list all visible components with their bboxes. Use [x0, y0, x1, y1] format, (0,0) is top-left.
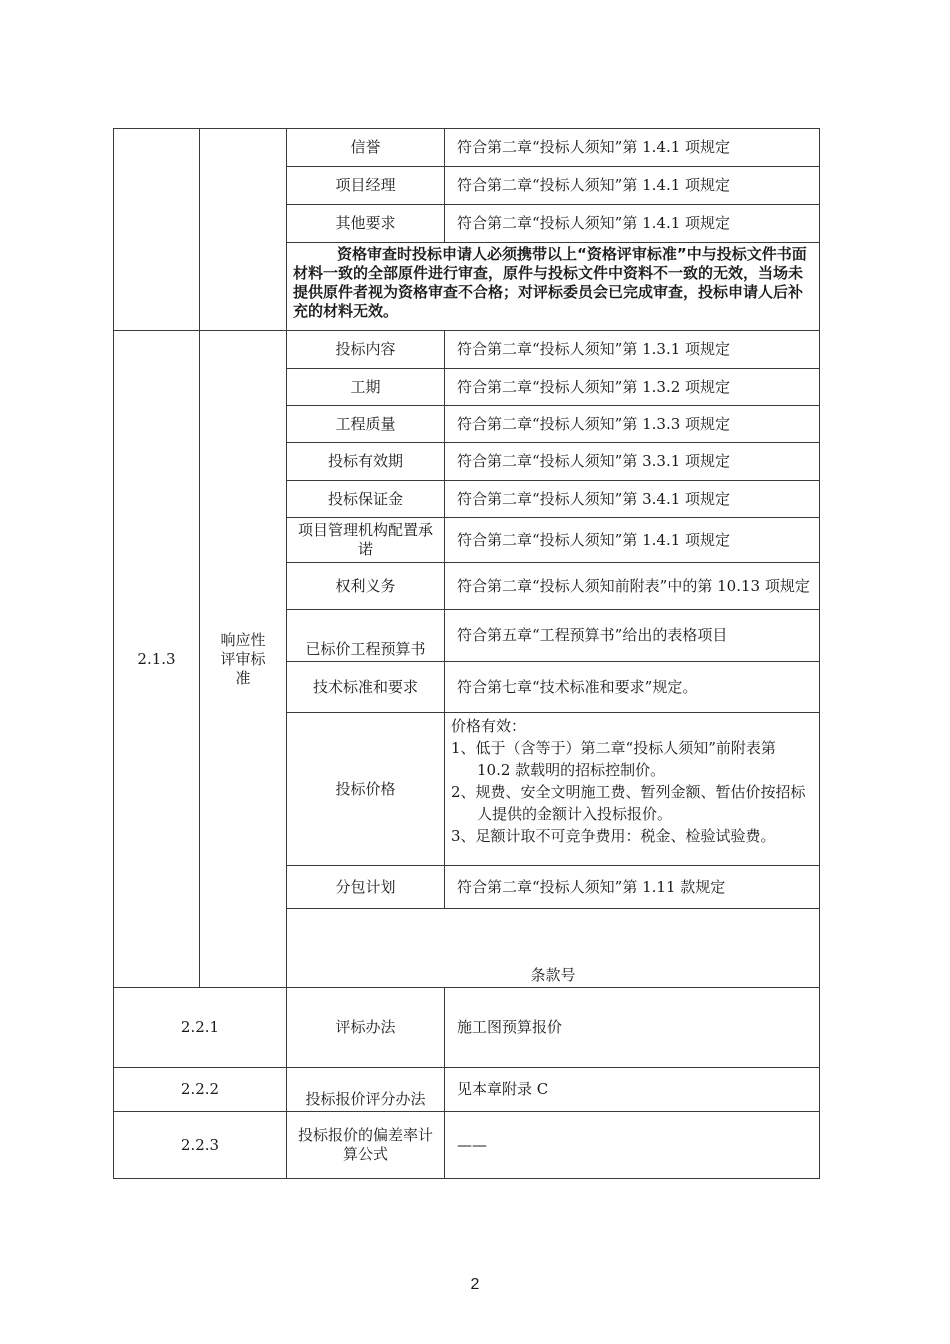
price-line: 1、低于（含等于）第二章“投标人须知”前附表第 10.2 款载明的招标控制价。: [451, 739, 776, 779]
clause-no-cell: [114, 129, 200, 331]
clause-content-cell: 评标办法: [287, 988, 445, 1068]
header-clause-no: 条款号: [287, 909, 820, 988]
item-cell: 分包计划: [287, 866, 445, 909]
standard-cell: 符合第五章“工程预算书”给出的表格项目: [445, 610, 820, 662]
table-row: [114, 331, 820, 369]
item-cell: 项目经理: [287, 167, 445, 205]
item-cell: 投标价格: [287, 713, 445, 866]
price-line: 2、规费、安全文明施工费、暂列金额、暂估价按招标人提供的金额计入投标报价。: [451, 783, 806, 823]
standard-cell: 符合第二章“投标人须知”第 3.4.1 项规定: [445, 481, 820, 518]
item-cell: 工期: [287, 369, 445, 406]
standard-cell: 符合第二章“投标人须知”第 1.4.1 项规定: [445, 129, 820, 167]
item-cell: 信誉: [287, 129, 445, 167]
standard-cell: 符合第七章“技术标准和要求”规定。: [445, 662, 820, 713]
table-row: [114, 1068, 820, 1112]
clause-no-cell: 2.2.3: [114, 1112, 287, 1179]
qualification-note-text: 资格审查时投标申请人必须携带以上“资格评审标准”中与投标文件书面材料一致的全部原件进行审查，原件与投标文件中资料不一致的无效，当场未提供原件者视为资格审查不合格；对评标委员会已完成审查，投标申请人后补充的材料无效。: [293, 245, 807, 320]
clause-no-cell: 2.2.2: [114, 1068, 287, 1112]
item-cell: 投标有效期: [287, 443, 445, 481]
table-row: [114, 129, 820, 167]
qualification-note: [287, 243, 820, 331]
price-line: 3、足额计取不可竞争费用：税金、检验试验费。: [451, 827, 776, 845]
price-standard-cell: [445, 713, 820, 866]
item-cell: 投标内容: [287, 331, 445, 369]
listed-content-cell: 见本章附录 C: [445, 1068, 820, 1112]
clause-name-cell: 响应性评审标准: [200, 331, 287, 988]
standard-cell: 符合第二章“投标人须知”第 1.4.1 项规定: [445, 205, 820, 243]
clause-name-cell: [200, 129, 287, 331]
clause-content-cell: 投标报价的偏差率计算公式: [287, 1112, 445, 1179]
table-row: [114, 1112, 820, 1179]
page-number: 2: [470, 1276, 480, 1293]
item-cell: 权利义务: [287, 563, 445, 610]
clause-no-cell: 2.2.1: [114, 988, 287, 1068]
evaluation-criteria-table: [113, 128, 820, 1179]
standard-cell: 符合第二章“投标人须知”第 1.3.2 项规定: [445, 369, 820, 406]
standard-cell: 符合第二章“投标人须知前附表”中的第 10.13 项规定: [445, 563, 820, 610]
standard-cell: 符合第二章“投标人须知”第 1.11 款规定: [445, 866, 820, 909]
item-cell: 项目管理机构配置承诺: [287, 518, 445, 563]
standard-cell: 符合第二章“投标人须知”第 1.4.1 项规定: [445, 518, 820, 563]
clause-no-cell: 2.1.3: [114, 331, 200, 988]
listed-content-cell: 施工图预算报价: [445, 988, 820, 1068]
price-line: 价格有效：: [451, 717, 527, 735]
item-cell: 技术标准和要求: [287, 662, 445, 713]
item-cell: 投标保证金: [287, 481, 445, 518]
table-row: [114, 988, 820, 1068]
item-cell: 其他要求: [287, 205, 445, 243]
listed-content-cell: ——: [445, 1112, 820, 1179]
item-cell: 已标价工程预算书: [287, 610, 445, 662]
item-cell: 工程质量: [287, 406, 445, 443]
clause-content-cell: 投标报价评分办法: [287, 1068, 445, 1112]
standard-cell: 符合第二章“投标人须知”第 1.4.1 项规定: [445, 167, 820, 205]
standard-cell: 符合第二章“投标人须知”第 3.3.1 项规定: [445, 443, 820, 481]
standard-cell: 符合第二章“投标人须知”第 1.3.3 项规定: [445, 406, 820, 443]
standard-cell: 符合第二章“投标人须知”第 1.3.1 项规定: [445, 331, 820, 369]
